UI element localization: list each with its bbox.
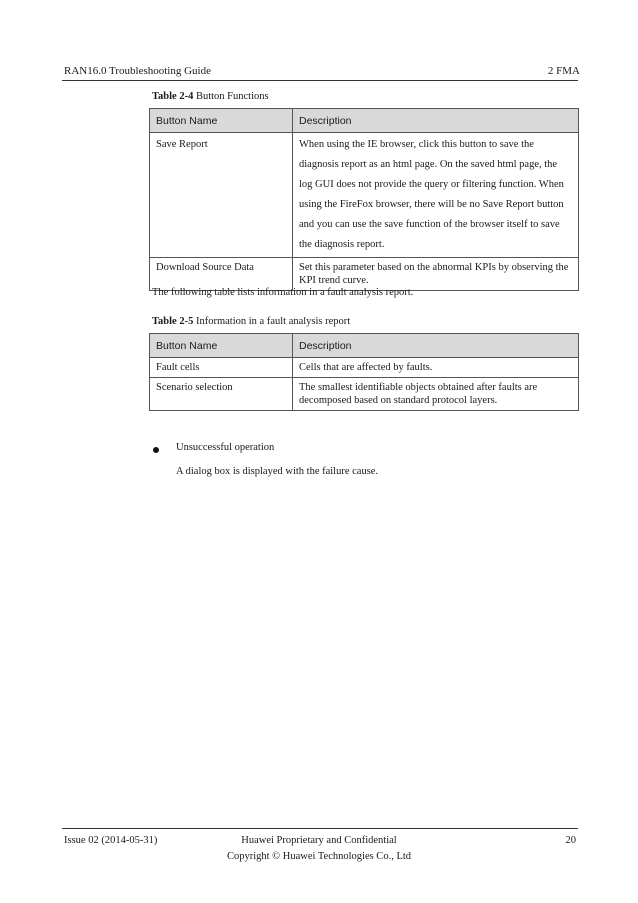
table-2-4-caption	[152, 91, 269, 102]
table-row	[150, 133, 579, 258]
table-2-5-caption	[152, 316, 350, 327]
table-header-row	[150, 109, 579, 133]
cell-description: When using the IE browser, click this button to save the diagnosis report as an html page. On the saved html page, the log GUI does not provide the query or filtering function. When using the FireFox browser, there will be no Save Report button and you can use the save function of the browser itself to save the diagnosis report.	[293, 133, 579, 258]
cell-description: Cells that are affected by faults.	[293, 358, 579, 378]
header-rule	[62, 80, 578, 81]
cell-description: Set this parameter based on the abnormal KPIs by observing the KPI trend curve.	[293, 258, 579, 291]
page-number: 20	[565, 835, 576, 846]
cell-button-name: Fault cells	[150, 358, 293, 378]
caption-text: Button Functions	[193, 91, 269, 102]
cell-button-name: Scenario selection	[150, 378, 293, 411]
table-row	[150, 258, 579, 291]
caption-label: Table 2-4	[152, 91, 194, 102]
cell-description: The smallest identifiable objects obtained after faults are decomposed based on standard protocol layers.	[293, 378, 579, 411]
bullet-body: A dialog box is displayed with the failure cause.	[176, 466, 379, 477]
column-header-button-name: Button Name	[150, 334, 293, 358]
footer-rule	[62, 828, 578, 829]
table-row	[150, 378, 579, 411]
intro-paragraph: The following table lists information in a fault analysis report.	[152, 287, 414, 298]
caption-label: Table 2-5	[152, 316, 194, 327]
column-header-button-name: Button Name	[150, 109, 293, 133]
fault-report-table	[149, 333, 579, 411]
footer-confidential: Huawei Proprietary and Confidential	[241, 835, 397, 846]
column-header-description: Description	[293, 334, 579, 358]
column-header-description: Description	[293, 109, 579, 133]
cell-button-name: Save Report	[150, 133, 293, 258]
footer-copyright: Copyright © Huawei Technologies Co., Ltd	[226, 851, 412, 862]
bullet-icon	[153, 447, 159, 453]
bullet-title: Unsuccessful operation	[176, 442, 275, 453]
footer-issue: Issue 02 (2014-05-31)	[64, 835, 158, 846]
caption-text: Information in a fault analysis report	[193, 316, 351, 327]
table-row	[150, 358, 579, 378]
cell-button-name: Download Source Data	[150, 258, 293, 291]
running-header-chapter: 2 FMA	[547, 65, 580, 77]
table-header-row	[150, 334, 579, 358]
button-functions-table	[149, 108, 579, 291]
running-header-title: RAN16.0 Troubleshooting Guide	[64, 65, 211, 77]
